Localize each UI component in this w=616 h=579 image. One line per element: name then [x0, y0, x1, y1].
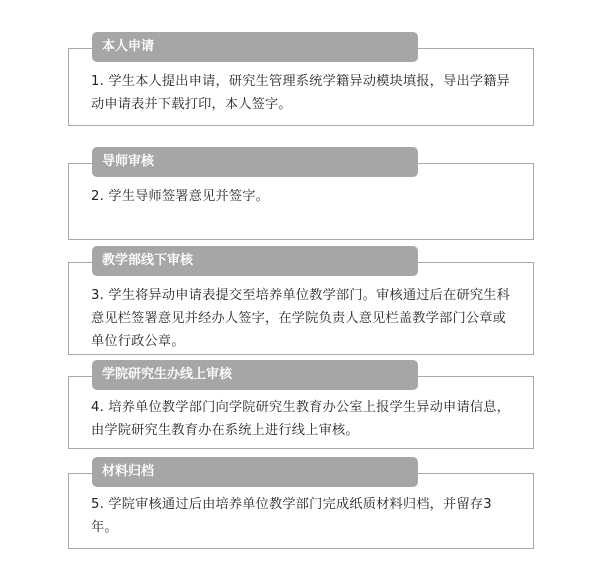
- step-1-title: 本人申请: [92, 32, 418, 62]
- step-1-text: 1. 学生本人提出申请，研究生管理系统学籍异动模块填报，导出学籍异动申请表并下载打印，本人签字。: [91, 74, 510, 112]
- step-1: [68, 32, 534, 126]
- step-5-text: 5. 学院审核通过后由培养单位教学部门完成纸质材料归档，并留存3年。: [91, 497, 492, 535]
- step-3-text: 3. 学生将异动申请表提交至培养单位教学部门。审核通过后在研究生科意见栏签署意见并经办人签字，在学院负责人意见栏盖教学部门公章或单位行政公章。: [91, 288, 510, 349]
- step-4-text: 4. 培养单位教学部门向学院研究生教育办公室上报学生异动申请信息，由学院研究生教育办在系统上进行线上审核。: [91, 400, 510, 438]
- step-4: [68, 360, 534, 449]
- step-3: [68, 246, 534, 355]
- step-2-title: 导师审核: [92, 147, 418, 177]
- step-4-title: 学院研究生办线上审核: [92, 360, 418, 390]
- step-2: [68, 147, 534, 240]
- step-2-text: 2. 学生导师签署意见并签字。: [91, 189, 270, 204]
- step-5: [68, 457, 534, 549]
- step-5-title: 材料归档: [92, 457, 418, 487]
- step-3-title: 教学部线下审核: [92, 246, 418, 276]
